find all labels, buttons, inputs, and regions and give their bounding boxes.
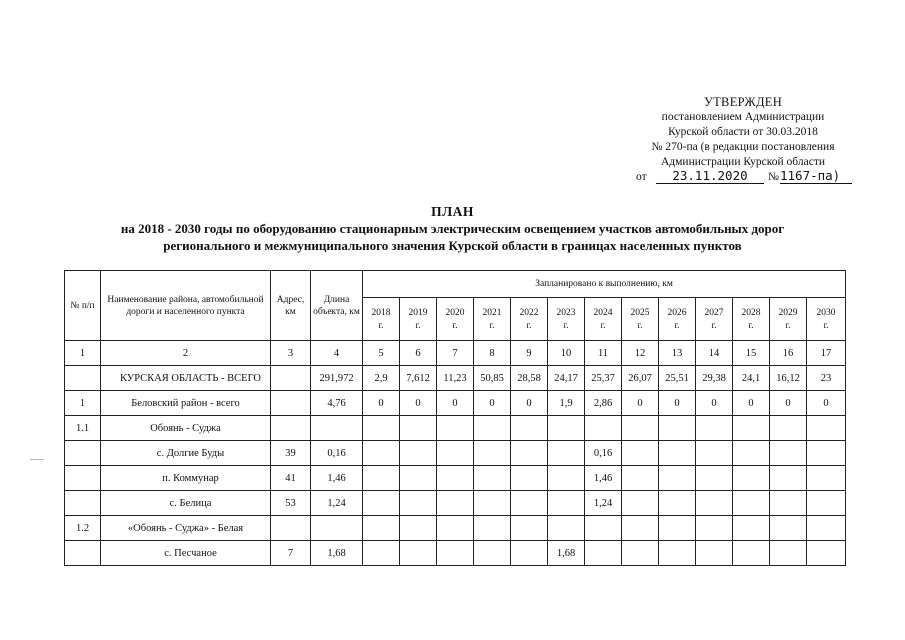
header-year-2027 xyxy=(696,298,733,341)
row-year-value xyxy=(770,416,807,441)
row-name: Беловский район - всего xyxy=(101,391,271,416)
header-year-2026 xyxy=(659,298,696,341)
row-year-value: 7,612 xyxy=(400,366,437,391)
row-name: «Обоянь - Суджа» - Белая xyxy=(101,516,271,541)
row-year-value xyxy=(400,416,437,441)
column-number: 4 xyxy=(311,341,363,366)
row-year-value xyxy=(770,441,807,466)
column-number: 2 xyxy=(101,341,271,366)
row-length: 291,972 xyxy=(311,366,363,391)
row-year-value: 0,16 xyxy=(585,441,622,466)
column-number: 3 xyxy=(271,341,311,366)
row-address xyxy=(271,391,311,416)
row-year-value xyxy=(659,416,696,441)
table-row xyxy=(65,366,846,391)
header-year-label: 2026 xyxy=(667,308,687,318)
column-number: 13 xyxy=(659,341,696,366)
row-year-value xyxy=(363,491,400,516)
header-year-suffix: г. xyxy=(637,320,643,330)
row-year-value xyxy=(770,466,807,491)
column-number: 15 xyxy=(733,341,770,366)
row-year-value: 0 xyxy=(733,391,770,416)
row-year-value xyxy=(622,416,659,441)
header-year-label: 2025 xyxy=(630,308,650,318)
row-year-value xyxy=(622,441,659,466)
row-year-value xyxy=(437,541,474,566)
column-number: 7 xyxy=(437,341,474,366)
row-year-value xyxy=(807,541,846,566)
row-year-value xyxy=(474,416,511,441)
approval-line-2: Курской области от 30.03.2018 xyxy=(668,126,818,138)
header-year-2022 xyxy=(511,298,548,341)
header-year-2025 xyxy=(622,298,659,341)
header-year-suffix: г. xyxy=(823,320,829,330)
document-title xyxy=(0,203,905,254)
header-year-label: 2024 xyxy=(593,308,613,318)
row-year-value: 0 xyxy=(437,391,474,416)
row-year-value xyxy=(696,466,733,491)
row-year-value xyxy=(770,491,807,516)
row-year-value: 1,9 xyxy=(548,391,585,416)
header-year-2029 xyxy=(770,298,807,341)
approval-line-3: № 270-па (в редакции постановления xyxy=(651,141,835,153)
row-year-value: 29,38 xyxy=(696,366,733,391)
row-address xyxy=(271,416,311,441)
row-year-value xyxy=(548,466,585,491)
row-year-value xyxy=(548,441,585,466)
title-plan: ПЛАН xyxy=(431,204,474,219)
row-year-value xyxy=(548,416,585,441)
row-year-value: 0 xyxy=(400,391,437,416)
column-number: 6 xyxy=(400,341,437,366)
row-year-value xyxy=(733,416,770,441)
row-year-value xyxy=(696,541,733,566)
row-address: 39 xyxy=(271,441,311,466)
row-num xyxy=(65,466,101,491)
row-year-value xyxy=(807,516,846,541)
row-year-value: 28,58 xyxy=(511,366,548,391)
row-year-value: 16,12 xyxy=(770,366,807,391)
row-year-value xyxy=(474,491,511,516)
header-year-label: 2030 xyxy=(816,308,836,318)
row-year-value xyxy=(474,541,511,566)
header-year-2021 xyxy=(474,298,511,341)
row-year-value xyxy=(659,516,696,541)
row-year-value xyxy=(511,466,548,491)
header-year-label: 2018 xyxy=(371,308,391,318)
row-year-value xyxy=(770,516,807,541)
row-length: 1,68 xyxy=(311,541,363,566)
row-length: 1,24 xyxy=(311,491,363,516)
title-line-3: регионального и межмуниципального значения Курской области в границах населенных пунктов xyxy=(163,238,742,253)
approval-line-4: Администрации Курской области xyxy=(661,156,825,168)
row-num: 1.1 xyxy=(65,416,101,441)
approval-num-label: № xyxy=(768,171,779,183)
row-name: п. Коммунар xyxy=(101,466,271,491)
row-year-value xyxy=(585,516,622,541)
row-num xyxy=(65,441,101,466)
header-num: № п/п xyxy=(65,271,101,341)
row-year-value xyxy=(474,466,511,491)
row-year-value xyxy=(511,516,548,541)
row-length: 0,16 xyxy=(311,441,363,466)
row-year-value: 0 xyxy=(622,391,659,416)
row-year-value xyxy=(733,441,770,466)
row-year-value: 1,24 xyxy=(585,491,622,516)
row-year-value xyxy=(659,441,696,466)
row-name: с. Долгие Буды xyxy=(101,441,271,466)
row-year-value xyxy=(400,541,437,566)
row-year-value xyxy=(400,441,437,466)
header-year-2023 xyxy=(548,298,585,341)
header-year-label: 2020 xyxy=(445,308,465,318)
row-length: 1,46 xyxy=(311,466,363,491)
header-year-suffix: г. xyxy=(563,320,569,330)
row-year-value: 1,46 xyxy=(585,466,622,491)
row-year-value: 0 xyxy=(474,391,511,416)
row-year-value xyxy=(807,441,846,466)
row-address: 53 xyxy=(271,491,311,516)
row-year-value xyxy=(548,516,585,541)
column-number: 1 xyxy=(65,341,101,366)
row-year-value: 2,86 xyxy=(585,391,622,416)
table-row xyxy=(65,466,846,491)
row-year-value xyxy=(363,541,400,566)
row-length xyxy=(311,416,363,441)
header-year-suffix: г. xyxy=(415,320,421,330)
row-num: 1 xyxy=(65,391,101,416)
header-year-2019 xyxy=(400,298,437,341)
approval-title: УТВЕРЖДЕН xyxy=(703,95,783,109)
row-year-value: 2,9 xyxy=(363,366,400,391)
row-name: с. Белица xyxy=(101,491,271,516)
header-planned: Запланировано к выполнению, км xyxy=(363,271,846,298)
table-row xyxy=(65,516,846,541)
row-year-value xyxy=(696,491,733,516)
row-year-value xyxy=(511,491,548,516)
column-number: 17 xyxy=(807,341,846,366)
row-year-value xyxy=(437,416,474,441)
row-address xyxy=(271,516,311,541)
row-num: 1.2 xyxy=(65,516,101,541)
approval-block xyxy=(628,95,858,186)
row-num xyxy=(65,366,101,391)
row-name: Обоянь - Суджа xyxy=(101,416,271,441)
header-year-2030 xyxy=(807,298,846,341)
row-num xyxy=(65,491,101,516)
row-year-value: 11,23 xyxy=(437,366,474,391)
row-year-value xyxy=(474,441,511,466)
plan-table xyxy=(64,270,846,566)
row-length xyxy=(311,516,363,541)
row-num xyxy=(65,541,101,566)
row-address: 7 xyxy=(271,541,311,566)
row-year-value xyxy=(622,491,659,516)
row-year-value xyxy=(400,516,437,541)
row-year-value: 24,17 xyxy=(548,366,585,391)
row-year-value xyxy=(659,466,696,491)
row-year-value: 0 xyxy=(511,391,548,416)
margin-mark xyxy=(30,459,44,460)
row-year-value xyxy=(548,491,585,516)
header-year-label: 2019 xyxy=(408,308,428,318)
header-year-label: 2022 xyxy=(519,308,539,318)
row-year-value xyxy=(400,466,437,491)
header-year-suffix: г. xyxy=(600,320,606,330)
title-line-2: на 2018 - 2030 годы по оборудованию стационарным электрическим освещением участков автомобильных дорог xyxy=(120,221,785,236)
row-year-value xyxy=(733,491,770,516)
row-year-value xyxy=(733,541,770,566)
row-year-value xyxy=(733,466,770,491)
row-year-value xyxy=(437,491,474,516)
row-year-value xyxy=(659,491,696,516)
approval-date-line xyxy=(628,170,858,186)
row-year-value xyxy=(511,541,548,566)
row-year-value xyxy=(659,541,696,566)
row-year-value xyxy=(474,516,511,541)
row-year-value xyxy=(733,516,770,541)
row-year-value: 24,1 xyxy=(733,366,770,391)
row-year-value: 23 xyxy=(807,366,846,391)
header-year-label: 2027 xyxy=(704,308,724,318)
header-year-label: 2029 xyxy=(778,308,798,318)
column-number: 5 xyxy=(363,341,400,366)
approval-number: 1167-па) xyxy=(780,168,852,184)
header-year-suffix: г. xyxy=(378,320,384,330)
column-numbers-row xyxy=(65,341,846,366)
table-row xyxy=(65,391,846,416)
row-year-value: 0 xyxy=(363,391,400,416)
row-year-value xyxy=(511,441,548,466)
table-row xyxy=(65,541,846,566)
approval-line-1: постановлением Администрации xyxy=(661,111,825,123)
row-year-value xyxy=(437,466,474,491)
table-row xyxy=(65,441,846,466)
row-year-value xyxy=(807,466,846,491)
header-year-suffix: г. xyxy=(489,320,495,330)
header-year-label: 2028 xyxy=(741,308,761,318)
approval-date: 23.11.2020 xyxy=(656,168,764,184)
row-year-value: 1,68 xyxy=(548,541,585,566)
row-year-value: 25,37 xyxy=(585,366,622,391)
row-year-value xyxy=(437,516,474,541)
row-name: с. Песчаное xyxy=(101,541,271,566)
row-name: КУРСКАЯ ОБЛАСТЬ - ВСЕГО xyxy=(101,366,271,391)
row-year-value xyxy=(770,541,807,566)
row-year-value xyxy=(511,416,548,441)
header-year-suffix: г. xyxy=(452,320,458,330)
column-number: 9 xyxy=(511,341,548,366)
row-year-value xyxy=(437,441,474,466)
header-year-suffix: г. xyxy=(711,320,717,330)
row-year-value xyxy=(363,466,400,491)
row-year-value xyxy=(622,541,659,566)
column-number: 12 xyxy=(622,341,659,366)
row-year-value: 0 xyxy=(659,391,696,416)
row-year-value xyxy=(585,541,622,566)
row-year-value xyxy=(400,491,437,516)
row-year-value: 0 xyxy=(807,391,846,416)
row-year-value xyxy=(807,491,846,516)
row-address xyxy=(271,366,311,391)
table-row xyxy=(65,491,846,516)
header-year-2018 xyxy=(363,298,400,341)
header-address: Адрес, км xyxy=(271,271,311,341)
row-year-value: 26,07 xyxy=(622,366,659,391)
column-number: 10 xyxy=(548,341,585,366)
header-name: Наименование района, автомобильной дороги и населенного пункта xyxy=(101,271,271,341)
row-address: 41 xyxy=(271,466,311,491)
header-length: Длина объекта, км xyxy=(311,271,363,341)
column-number: 11 xyxy=(585,341,622,366)
header-year-2024 xyxy=(585,298,622,341)
row-year-value xyxy=(696,416,733,441)
column-number: 8 xyxy=(474,341,511,366)
column-number: 14 xyxy=(696,341,733,366)
row-year-value: 50,85 xyxy=(474,366,511,391)
row-length: 4,76 xyxy=(311,391,363,416)
row-year-value xyxy=(696,516,733,541)
row-year-value xyxy=(807,416,846,441)
header-year-2028 xyxy=(733,298,770,341)
row-year-value xyxy=(585,416,622,441)
row-year-value: 0 xyxy=(696,391,733,416)
table-row xyxy=(65,416,846,441)
row-year-value xyxy=(363,516,400,541)
header-year-label: 2021 xyxy=(482,308,502,318)
header-year-label: 2023 xyxy=(556,308,576,318)
header-year-suffix: г. xyxy=(748,320,754,330)
row-year-value xyxy=(622,516,659,541)
row-year-value: 25,51 xyxy=(659,366,696,391)
approval-ot-label: от xyxy=(636,171,647,183)
header-year-suffix: г. xyxy=(526,320,532,330)
row-year-value xyxy=(363,441,400,466)
row-year-value: 0 xyxy=(770,391,807,416)
row-year-value xyxy=(363,416,400,441)
row-year-value xyxy=(622,466,659,491)
column-number: 16 xyxy=(770,341,807,366)
header-year-suffix: г. xyxy=(674,320,680,330)
header-year-suffix: г. xyxy=(785,320,791,330)
header-year-2020 xyxy=(437,298,474,341)
row-year-value xyxy=(696,441,733,466)
